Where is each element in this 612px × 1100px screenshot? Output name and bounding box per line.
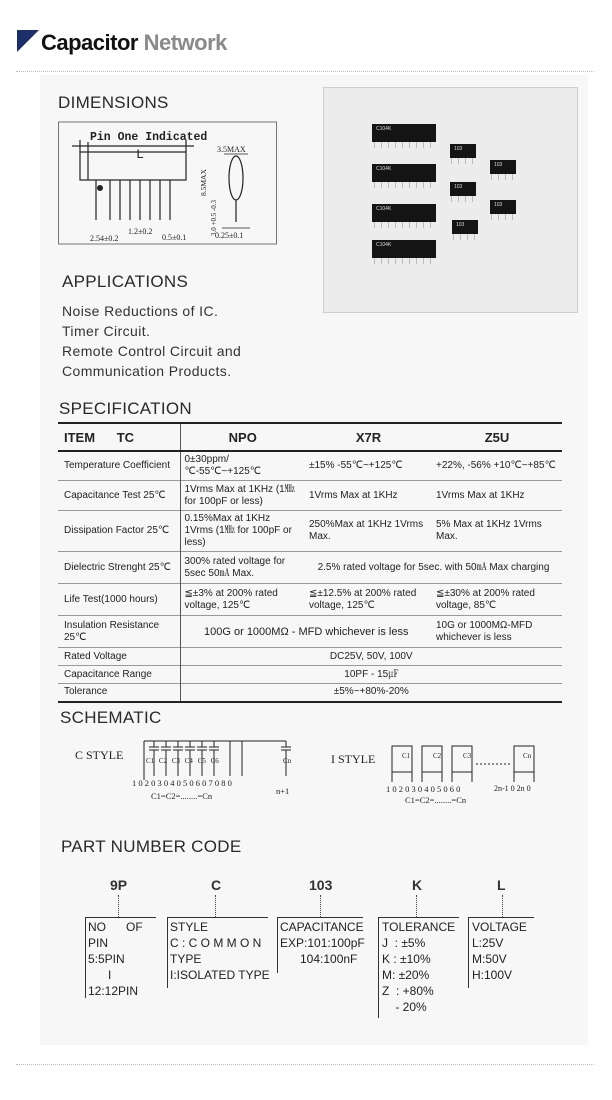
- cell: 1Vrms Max at 1KHz (1㎒ for 100pF or less): [180, 481, 305, 511]
- cell: ±15% -55℃~+125℃: [309, 460, 403, 471]
- chip-image: 103: [452, 220, 478, 234]
- chip-image: 103: [490, 160, 516, 174]
- code-pins: 9P: [110, 877, 128, 893]
- cap-label: C2: [433, 752, 442, 760]
- row-item: Dielectric Strenght 25℃: [58, 552, 180, 584]
- i-style-circuit: [390, 740, 546, 786]
- c-style-label: C STYLE: [75, 748, 124, 762]
- chip-image: 103: [450, 144, 476, 158]
- table-row: [58, 451, 562, 481]
- pin-one-label: Pin One Indicated: [90, 131, 208, 144]
- list-item: Noise Reductions of IC.: [62, 303, 219, 319]
- voltage-box: [472, 919, 527, 983]
- schematic-heading: SCHEMATIC: [60, 708, 162, 727]
- cell: ≦±3% at 200% rated voltage, 125℃: [180, 584, 305, 616]
- cell: 5% Max at 1KHz 1Vrms Max.: [432, 511, 562, 552]
- title-word-1: Capacitor: [41, 30, 138, 55]
- box-line: NO OF: [88, 920, 143, 934]
- cell: 1Vrms Max at 1KHz: [305, 481, 432, 511]
- c-cap-labels: [146, 757, 219, 765]
- table-row: [58, 684, 562, 702]
- cap-label: C3: [463, 752, 472, 760]
- dim-3-0: 3.0 +0.5 -0.3: [210, 199, 218, 236]
- cell: 1Vrms Max at 1KHz: [432, 481, 562, 511]
- col-header-x7r: X7R: [305, 423, 432, 451]
- box-line: TOLERANCE: [382, 920, 456, 934]
- capacitance-box: [280, 919, 365, 967]
- i-pin-tail: 2n-1 0 2n 0: [494, 784, 531, 793]
- cap-label: Cn: [523, 752, 532, 760]
- box-line: Z : +80%: [382, 984, 434, 998]
- c-equation: C1=C2=........=Cn: [151, 791, 213, 801]
- cap-label: C6: [210, 757, 219, 765]
- box-line: PIN: [88, 936, 109, 950]
- list-item: Remote Control Circuit and: [62, 343, 242, 359]
- code-style: C: [211, 877, 222, 893]
- table-row: [58, 648, 562, 666]
- tolerance-box: [382, 919, 455, 1015]
- applications-heading: APPLICATIONS: [62, 272, 189, 291]
- table-row: [58, 616, 562, 648]
- cap-label: C5: [197, 757, 206, 765]
- i-equation: C1=C2=........=Cn: [405, 795, 467, 805]
- row-item: Tolerance: [58, 684, 180, 702]
- box-line: M: ±20%: [382, 968, 430, 982]
- bottom-divider: [16, 1064, 594, 1065]
- chip-image: C104K: [372, 240, 436, 258]
- c-pin-n-plus-1: n+1: [276, 786, 290, 796]
- cell: 10G or 1000MΩ-MFD whichever is less: [432, 616, 562, 648]
- code-voltage: L: [497, 877, 506, 893]
- table-row: [58, 481, 562, 511]
- cell: +22%, -56% +10℃~+85℃: [436, 460, 556, 471]
- table-row: [58, 666, 562, 684]
- box-line: 12:12PIN: [88, 984, 139, 998]
- dim-0-5: 0.5±0.1: [162, 233, 187, 242]
- product-photo: [323, 87, 578, 313]
- list-item: Timer Circuit.: [62, 323, 151, 339]
- row-item: Temperature Coefficient: [58, 451, 180, 481]
- chip-image: C104K: [372, 204, 436, 222]
- i-style-label: I STYLE: [331, 752, 376, 766]
- cell: 250%Max at 1KHz 1Vrms Max.: [305, 511, 432, 552]
- style-box: [170, 919, 270, 983]
- dim-3-5max: 3.5MAX: [217, 145, 246, 154]
- box-line: 5:5PIN: [88, 952, 125, 966]
- box-line: K : ±10%: [382, 952, 431, 966]
- cap-label: C4: [184, 757, 193, 765]
- cell: 2.5% rated voltage for 5sec. with 50㎃ Max charging: [305, 552, 562, 584]
- box-line: EXP:101:100pF: [280, 936, 365, 950]
- box-line: J : ±5%: [382, 936, 426, 950]
- code-capacitance: 103: [309, 877, 333, 893]
- page-title: [41, 30, 227, 56]
- cell: ≦±12.5% at 200% rated voltage, 125℃: [305, 584, 432, 616]
- row-item: Capacitance Range: [58, 666, 180, 684]
- table-row: [58, 552, 562, 584]
- col-header-item: ITEM TC: [58, 423, 180, 451]
- box-line: C : C O M M O N: [170, 936, 262, 950]
- top-divider: [16, 71, 594, 72]
- cell: 10PF - 15㎌: [180, 666, 562, 684]
- row-item: Insulation Resistance 25℃: [58, 616, 180, 648]
- row-item: Life Test(1000 hours): [58, 584, 180, 616]
- box-line: STYLE: [170, 920, 209, 934]
- pins-box: [88, 919, 143, 999]
- c-pin-numbers: 1 0 2 0 3 0 4 0 5 0 6 0 7 0 8 0: [132, 778, 232, 788]
- box-line: M:50V: [472, 952, 507, 966]
- dim-L: L: [136, 147, 144, 162]
- box-line: I: [88, 968, 112, 982]
- col-header-npo: NPO: [180, 423, 305, 451]
- dim-8-5max: 8.5MAX: [199, 169, 208, 196]
- cap-label: C3: [171, 757, 181, 765]
- table-header-row: [58, 423, 562, 451]
- box-line: VOLTAGE: [472, 920, 527, 934]
- table-row: [58, 511, 562, 552]
- box-line: TYPE: [170, 952, 202, 966]
- cap-label: C1: [146, 757, 155, 765]
- box-line: L:25V: [472, 936, 504, 950]
- cell: 0±30ppm/℃-55℃~+125℃: [184, 454, 262, 477]
- list-item: Communication Products.: [62, 363, 232, 379]
- box-line: 104:100nF: [280, 952, 358, 966]
- header-triangle-icon: [17, 30, 39, 52]
- row-item: Rated Voltage: [58, 648, 180, 666]
- chip-image: 103: [450, 182, 476, 196]
- cell: ≦±30% at 200% rated voltage, 85℃: [432, 584, 562, 616]
- box-line: I:ISOLATED TYPE: [170, 968, 270, 982]
- cap-label: C2: [158, 757, 168, 765]
- dim-2-54: 2.54±0.2: [90, 234, 119, 243]
- row-item: Dissipation Factor 25℃: [58, 511, 180, 552]
- table-row: [58, 584, 562, 616]
- i-pin-numbers: 1 0 2 0 3 0 4 0 5 0 6 0: [386, 784, 461, 794]
- specification-heading: SPECIFICATION: [59, 399, 192, 418]
- dim-1-2: 1.2±0.2: [128, 227, 153, 236]
- cap-label: Cn: [283, 757, 292, 765]
- spec-table: [58, 422, 562, 703]
- applications-list: [62, 301, 241, 381]
- cell: 300% rated voltage for 5sec 50㎃ Max.: [180, 552, 305, 584]
- chip-image: C104K: [372, 164, 436, 182]
- code-tolerance: K: [412, 877, 423, 893]
- cap-label: C1: [402, 752, 411, 760]
- title-word-2: Network: [143, 30, 227, 55]
- col-header-z5u: Z5U: [432, 423, 562, 451]
- dimensions-heading: DIMENSIONS: [58, 93, 169, 112]
- box-line: CAPACITANCE: [280, 920, 364, 934]
- cell: 100G or 1000MΩ - MFD whichever is less: [180, 616, 432, 648]
- part-number-heading: PART NUMBER CODE: [61, 837, 242, 856]
- dim-0-25: 0.25±0.1: [215, 231, 244, 240]
- box-line: H:100V: [472, 968, 513, 982]
- cell: DC25V, 50V, 100V: [180, 648, 562, 666]
- cell: ±5%~+80%-20%: [180, 684, 562, 702]
- box-line: - 20%: [382, 1000, 427, 1014]
- cell: 0.15%Max at 1KHz 1Vrms (1㎒ for 100pF or less): [180, 511, 305, 552]
- chip-image: C104K: [372, 124, 436, 142]
- row-item: Capacitance Test 25℃: [58, 481, 180, 511]
- chip-image: 103: [490, 200, 516, 214]
